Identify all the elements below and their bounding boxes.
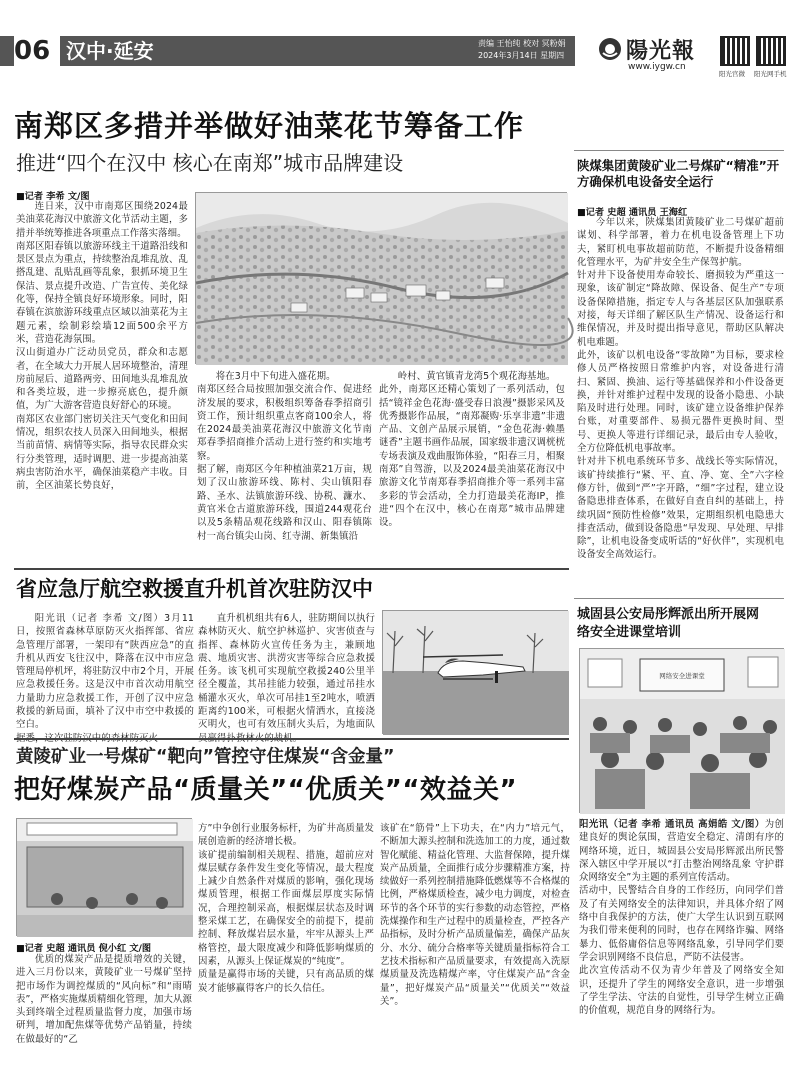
sidebar2-classroom-photo bbox=[579, 648, 784, 813]
section-divider bbox=[14, 738, 569, 740]
article3-byline: ■记者 史超 通讯员 倪小红 文/图 bbox=[16, 943, 152, 954]
newspaper-url[interactable]: www.iygw.cn bbox=[628, 62, 686, 72]
sidebar-rule bbox=[574, 598, 784, 599]
sidebar1-body: 今年以来，陕煤集团黄陵矿业二号煤矿超前谋划、科学部署，着力在机电设备管理上下功夫，紧盯机电事故超前防范，不断提升设备精细化管理水平，为矿井安全生产保驾护航。 针对井下设备使用寿命较长、磨损较为严重这一现象，该矿制定“降故障、保设备、促生产”专项设备保障措施，指定专人与各基层区队加强联系对接，每天详细了解区队生产情况、设备运行和维保情况，并及时提出指导意见，帮助区队解决机电难题。 此外，该矿以机电设备“零故障”为目标，要求检修人员严格按照日常维护内容，对设备进行清扫、紧固、换油、运行等基础保养和小件设备更换，并针对维护过程中发现的设备小隐患、小缺陷及时进行处理。同时，该矿建立设备维护保养台账，对重要部件、易损元器件更换时间、型号、更换人等进行详细记录，最后由专人验收，全方位降低机电事故率。 针对井下机电系统环节多、战线长等实际情况，该矿持续推行“紧、平、直、净、宽、全”六字检修方针，做到“严”字开路，“细”字过程，建立设备隐患排查体系，在做好自查自纠的基础上，持续巩固“预防性检修”效果，定期组织机电隐患大排查活动，做到设备隐患“早发现、早处理、早排除”，让机电设备变成听话的“好伙伴”，实现机电设备安全高效运行。 bbox=[577, 217, 784, 561]
sidebar1-title: 陕煤集团黄陵矿业二号煤矿“精准”开方确保机电设备安全运行 bbox=[577, 158, 780, 189]
article2-helicopter-photo bbox=[382, 610, 568, 734]
sidebar1-byline: ■记者 史超 通讯员 王海红 bbox=[577, 207, 688, 218]
qr-label: 阳光网手机 bbox=[754, 70, 787, 78]
sidebar2-body-wrap bbox=[579, 818, 784, 1086]
newspaper-logo: 陽光報 bbox=[626, 38, 696, 64]
date-line: 2024年3月14日 星期四 bbox=[478, 51, 565, 60]
article1-col3: 岭村、黄官镇青龙湾5个观花海基地。 此外，南郑区还精心策划了一系列活动，包括“镜祥金色花海·盛受春日浪漫”摄影采风及优秀摄影作品展，“南郑凝购·乐享非遗”非遗产品、文创产品展示展销，“金色花海·赖墨谜香”主题书画作品展，国家级非遗汉调桄桄专场表演及戏曲服饰体验，“阳春三月，相聚南郑”自驾游，以及2024最美油菜花海汉中旅游文化节南郑春季招商推介等一系列丰富多彩的节会活动，全力打造最美花海IP，推进“四个在汉中，核心在南郑”城市品牌建设。 bbox=[379, 371, 565, 529]
sidebar2-body: 为创建良好的舆论氛围，营造安全稳定、清朗有序的网络环境，近日，城固县公安局彤辉派出所民警深入辖区中学开展以“打击整治网络乱象 守护群众网络安全”为主题的系列宣传活动。 活动中，民警结合自身的工作经历，向同学们普及了有关网络安全的法律知识，并具体介绍了网络中自我保护的方法，使广大学生认识到互联网为我们带来便利的同时，也存在网络诈骗、网络暴力、低俗庸俗信息等网络乱象，引导同学们要学会识别网络不良信息，严防不法侵害。 此次宣传活动不仅为青少年普及了网络安全知识，还提升了学生的网络安全意识，进一步增强了学生学法、守法的自觉性，引导学生树立正确的价值观，规范自身的网络行为。 bbox=[579, 819, 785, 1017]
sidebar-rule bbox=[574, 150, 784, 151]
qr-code-icon bbox=[756, 36, 786, 66]
article1-subtitle: 推进“四个在汉中 核心在南郑”城市品牌建设 bbox=[16, 151, 404, 175]
article3-col1: 优质的煤炭产品是提质增效的关键，进入三月份以来，黄陵矿业一号煤矿坚持把市场作为调控煤质的“风向标”和“雨晴表”，严格实施煤质精细化管理，加大从源头到终端全过程质量监督力度，加强市场研判，增加配焦煤等优势产品销量，持续在做最好的“乙 bbox=[16, 954, 192, 1045]
article1-col1: 连日来，汉中市南郑区围绕2024最美油菜花海汉中旅游文化节活动主题，多措并举统筹推进各项重点工作落实落细。 南郑区阳春镇以旅游环线主干道路沿线和景区景点为重点，持续整治乱堆乱放、乱搭乱建、乱贴乱画等乱象，狠抓环境卫生保洁、景点提升改造、广告宣传、美化绿化等，保持全镇良好环境形象。同时，阳春镇在滨旅游环线重点区域以油菜花为主题元素，绘制彩绘墙12面500余平方米，营造花海氛围。 汉山街道办广泛动员党员，群众和志愿者，在全域大力开展人居环境整治，清理房前屋后、道路两旁、田间地头乱堆乱放和各类垃圾，进一步擦亮底色，提升颜值，为广大游客营造良好舒心的环境。 南郑区农业部门密切关注天气变化和田间情况，组织农技人员深入田间地头，根据当前苗情、病情等实际，指导农民群众实行分类管理，适时调肥、进一步提高油菜病虫害防治水平，确保油菜稳产丰收。目前，全区油菜长势良好， bbox=[16, 201, 188, 492]
page-number: 06 bbox=[14, 36, 60, 66]
article1-col2: 将在3月中下旬进入盛花期。 南郑区经合局按照加强交流合作、促进经济发展的要求，积极组织筹备春季招商引资工作，预计组织重点客商100余人，将在2024最美油菜花海汉中旅游文化节南郑春季招商推介活动上进行签约和实地考察。 据了解，南郑区今年种植油菜21万亩，规划了汉山旅游环线、陈村、尖山镇阳春路、圣水、法镇旅游环线、协税、濂水、黄官米仓古道旅游环线，围道244观花台以及5条精品观花线路和汉山、阳春镇陈村一高台镇尖山岗、红寺湖、新集镇沿 bbox=[197, 371, 372, 542]
section-title: 汉中·延安 bbox=[66, 39, 154, 63]
article1-photo bbox=[195, 192, 567, 364]
editor-line: 责编 王怡纯 校对 冥粉娟 bbox=[478, 39, 566, 48]
article2-col2: 直升机机组共有6人，驻防期间以执行森林防灭火、航空护林巡护、灾害侦查与指挥、森林防火宣传任务为主，兼顾地震、地质灾害、洪涝灾害等综合应急救援任务。该飞机可实现航空救援240公里半径全覆盖，其吊挂能力较强，通过吊挂水桶灌水灭火，单次可吊挂1至2吨水，喷洒距离约100米，可根据火情洒水，直接浇灭明火，也可有效压制火头后，为地面队 bbox=[198, 613, 375, 731]
article2-col1: 阳光讯（记者 李希 文/图）3月11日，按照省森林草原防灭火指挥部、省应急管理厅部署，一架印有“陕西应急”的直升机从西安飞往汉中，降落在汉中市应急管理局停机坪，将驻防汉中市2个月，开展应急救援任务。这是汉中市首次动用航空力量助力应急救援工作，开创了汉中应急救援的新局面，填补了汉中市空中救援的空白。 bbox=[16, 613, 194, 731]
slide-text: 网络安全进课堂 bbox=[659, 672, 705, 680]
article1-title: 南郑区多措并举做好油菜花节筹备工作 bbox=[14, 109, 525, 143]
qr-code-icon bbox=[720, 36, 750, 66]
article3-title: 把好煤炭产品“质量关”“优质关”“效益关” bbox=[14, 775, 518, 805]
article1-byline: ■记者 李希 文/图 bbox=[16, 191, 90, 202]
header-meta bbox=[478, 38, 578, 62]
sidebar2-byline: 阳光讯（记者 李希 通讯员 高娟皓 文/图） bbox=[579, 819, 765, 830]
article2-title: 省应急厅航空救援直升机首次驻防汉中 bbox=[16, 577, 373, 601]
article3-kicker: 黄陵矿业一号煤矿“靶向”管控守住煤炭“含金量” bbox=[16, 747, 395, 767]
article3-col2: 方”中争创行业服务标杆，为矿井高质量发展创造新的经济增长极。 该矿提前编制相关规程、措施，超前应对煤层赋存条件发生变化等情况，最大程度上减少自然条件对煤质的影响，强化现场煤质管理，根据工作面煤层厚度实际情况，合理控制采高，根据煤层状态及时调整采煤工艺，在确保安全的前提下，提前控制、释放煤岩层水量，牢牢从源头上严格管控，最大限度减少和降低影响煤质的因素，从源头上保证煤炭的“纯度”。 质量是赢得市场的关键，只有高品质的煤炭才能够赢得客户的长久信任。 bbox=[198, 823, 374, 994]
sidebar2-title: 城固县公安局彤辉派出所开展网络安全进课堂培训 bbox=[577, 607, 760, 640]
article3-col3: 该矿在“筋骨”上下功夫，在“内力”培元气，不断加大源头控制和洗选加工的力度，通过数智化赋能、精益化管理、大监督保障，提升煤炭产品质量，全面推行成分步骤精准方案，持续做好一系列控制措施降低燃煤等不合格煤的比例，严格煤质检查，减少电力调度，对检查环节的各个环节的实行参数的动态管控，严格洗煤操作和生产过程中的质量检查，严控各产品指标，及时分析产品质量偏差，确保产品灰分、水分、硫分合格率等关键质量指标符合工艺技术指标和产品质量要求，有效提高入洗原煤质量及洗选精煤产率，守住煤炭产品“含金量”，把好煤炭产品“质量关”“优质关”“效益关”。 bbox=[380, 823, 570, 1007]
section-divider bbox=[14, 568, 569, 570]
qr-label: 阳光官微 bbox=[719, 70, 745, 78]
sun-logo-icon bbox=[598, 37, 622, 61]
article3-photo bbox=[16, 818, 192, 936]
